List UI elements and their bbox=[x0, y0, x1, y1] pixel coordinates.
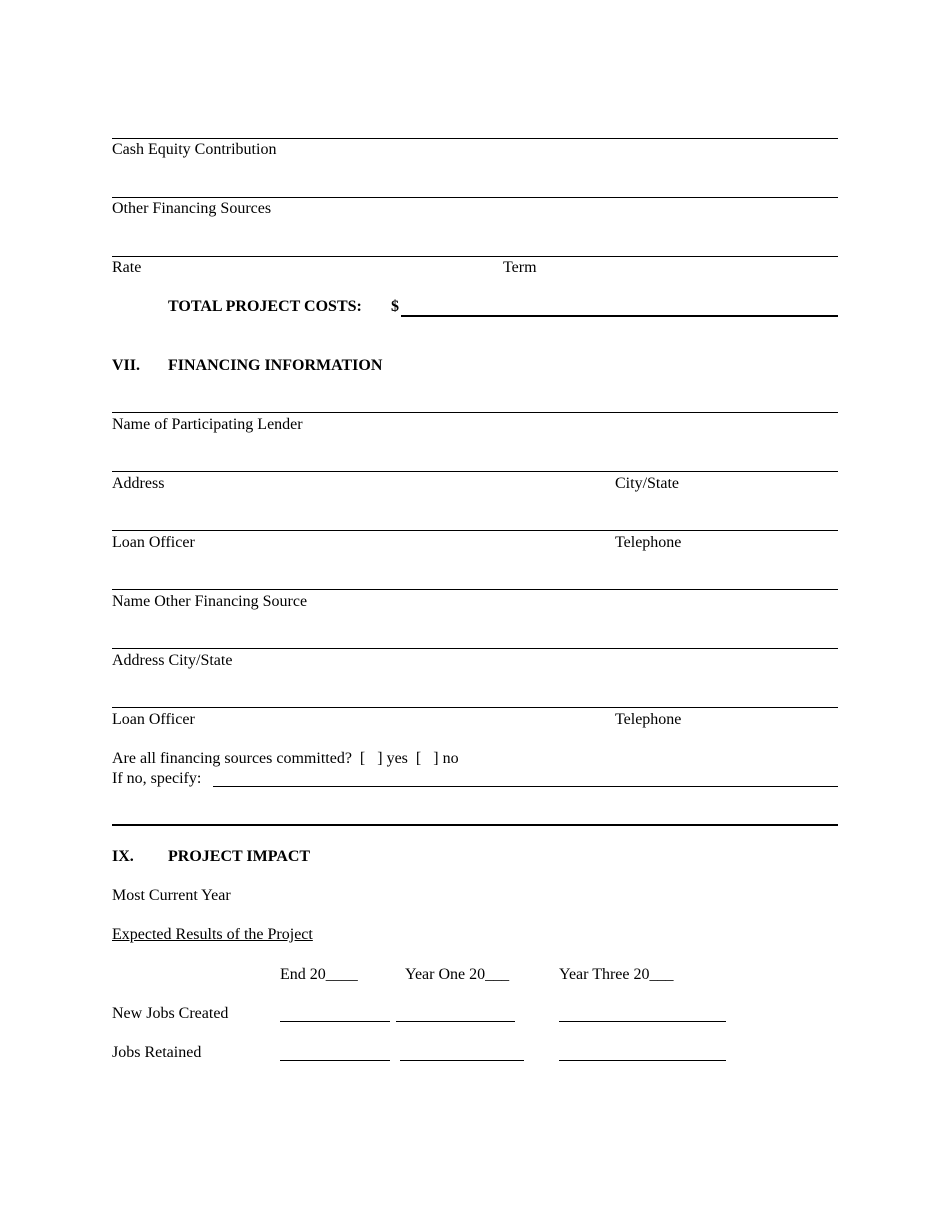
section-divider bbox=[112, 824, 838, 826]
term-label: Term bbox=[503, 259, 537, 276]
committed-question-row bbox=[112, 750, 459, 768]
column-year-three: Year Three 20___ bbox=[559, 966, 674, 983]
loan-officer-2-line[interactable] bbox=[112, 707, 838, 708]
other-address-city-state-label: Address City/State bbox=[112, 652, 233, 669]
section-ix-number: IX. bbox=[112, 848, 134, 865]
loan-officer-line[interactable] bbox=[112, 530, 838, 531]
jobs-retained-label: Jobs Retained bbox=[112, 1044, 202, 1061]
other-financing-label: Other Financing Sources bbox=[112, 200, 272, 217]
total-currency-symbol: $ bbox=[391, 298, 399, 315]
jobs-retained-year-one-field[interactable] bbox=[400, 1060, 524, 1061]
section-vii-title: FINANCING INFORMATION bbox=[168, 357, 383, 374]
column-end-20: End 20____ bbox=[280, 966, 358, 983]
section-ix-title: PROJECT IMPACT bbox=[168, 848, 311, 865]
other-address-line[interactable] bbox=[112, 648, 838, 649]
new-jobs-year-three-field[interactable] bbox=[559, 1021, 726, 1022]
new-jobs-year-one-field[interactable] bbox=[396, 1021, 515, 1022]
new-jobs-end-field[interactable] bbox=[280, 1021, 390, 1022]
section-vii-number: VII. bbox=[112, 357, 141, 374]
new-jobs-created-label: New Jobs Created bbox=[112, 1005, 229, 1022]
yes-checkbox[interactable] bbox=[360, 750, 387, 767]
yes-checkbox-close: ] bbox=[377, 750, 383, 767]
no-label: no bbox=[442, 750, 459, 767]
lender-name-label: Name of Participating Lender bbox=[112, 416, 303, 433]
no-checkbox-open: [ bbox=[415, 750, 422, 767]
yes-checkbox-open: [ bbox=[359, 750, 366, 767]
total-project-costs-label: TOTAL PROJECT COSTS: bbox=[168, 298, 362, 315]
telephone-2-label: Telephone bbox=[615, 711, 682, 728]
column-year-one: Year One 20___ bbox=[405, 966, 510, 983]
cash-equity-line[interactable] bbox=[112, 138, 838, 139]
cash-equity-label: Cash Equity Contribution bbox=[112, 141, 277, 158]
address-label: Address bbox=[112, 475, 165, 492]
jobs-retained-year-three-field[interactable] bbox=[559, 1060, 726, 1061]
no-checkbox[interactable] bbox=[416, 750, 443, 767]
total-project-costs-field[interactable] bbox=[401, 315, 838, 317]
if-no-specify-label: If no, specify: bbox=[112, 770, 202, 787]
expected-results-heading: Expected Results of the Project bbox=[112, 926, 313, 943]
city-state-label: City/State bbox=[615, 475, 679, 492]
yes-label: yes bbox=[386, 750, 408, 767]
other-source-name-line[interactable] bbox=[112, 589, 838, 590]
no-checkbox-close: ] bbox=[433, 750, 439, 767]
loan-officer-2-label: Loan Officer bbox=[112, 711, 195, 728]
other-source-name-label: Name Other Financing Source bbox=[112, 593, 308, 610]
most-current-year-label: Most Current Year bbox=[112, 887, 231, 904]
lender-name-line[interactable] bbox=[112, 412, 838, 413]
other-financing-line[interactable] bbox=[112, 197, 838, 198]
address-line[interactable] bbox=[112, 471, 838, 472]
jobs-retained-end-field[interactable] bbox=[280, 1060, 390, 1061]
rate-term-line[interactable] bbox=[112, 256, 838, 257]
loan-officer-label: Loan Officer bbox=[112, 534, 195, 551]
rate-label: Rate bbox=[112, 259, 142, 276]
committed-question-text: Are all financing sources committed? bbox=[112, 750, 352, 767]
if-no-specify-field[interactable] bbox=[213, 786, 838, 787]
telephone-label: Telephone bbox=[615, 534, 682, 551]
